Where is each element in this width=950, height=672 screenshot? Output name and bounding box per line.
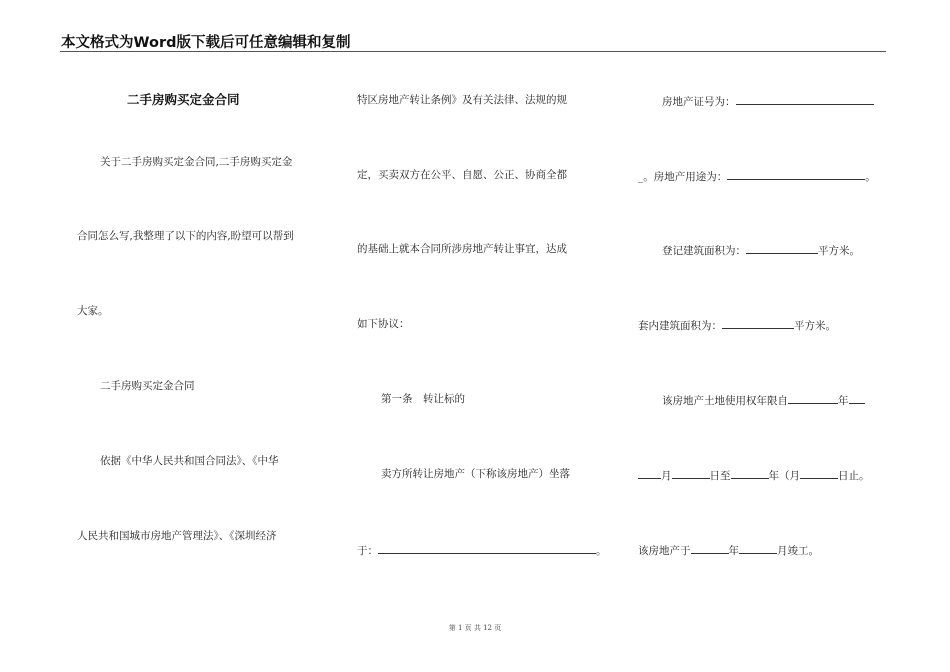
completion-month: 月竣工。	[777, 545, 819, 557]
col1-line-4: 二手房购买定金合同	[100, 380, 195, 392]
start-month: 月	[661, 470, 672, 482]
col1-line-6: 人民共和国城市房地产管理法》、《深圳经济	[77, 530, 277, 542]
start-month-blank	[638, 467, 661, 479]
col2-line-7	[357, 542, 607, 558]
col1-line-5: 依据《中华人民共和国合同法》、《中华	[100, 455, 279, 467]
col3-line-6	[638, 467, 870, 483]
col3-line-2	[638, 168, 876, 184]
col3-line-4	[638, 317, 836, 333]
header-divider	[60, 51, 886, 52]
completion-month-blank	[739, 542, 777, 554]
page-header: 本文格式为Word版下载后可任意编辑和复制	[61, 35, 351, 51]
land-term-year-blank	[788, 392, 838, 404]
completion-year-blank	[691, 542, 729, 554]
usage-blank	[727, 168, 865, 180]
col2-line-3: 的基础上就本合同所涉房地产转让事宜，达成	[357, 243, 567, 255]
completion-year: 年	[728, 545, 739, 557]
inner-area-label: 套内建筑面积为：	[638, 320, 722, 332]
usage-end: 。	[865, 171, 876, 183]
col2-line-7-end: 。	[596, 545, 607, 557]
col2-line-7-label: 于：	[357, 545, 378, 557]
col2-line-4: 如下协议：	[357, 318, 410, 330]
registered-area-unit: 平方米。	[818, 245, 860, 257]
certificate-blank	[736, 93, 874, 105]
location-blank	[378, 542, 596, 554]
registered-area-blank	[746, 242, 818, 254]
col3-line-7	[638, 542, 819, 558]
col1-line-1: 关于二手房购买定金合同,二手房购买定金	[100, 156, 293, 168]
col3-line-5	[662, 392, 865, 408]
land-term-year: 年	[838, 395, 849, 407]
col2-line-2: 定，买卖双方在公平、自愿、公正、协商全都	[357, 169, 567, 181]
land-term-trail-blank	[849, 392, 865, 404]
document-title: 二手房购买定金合同	[127, 92, 240, 107]
col1-line-2: 合同怎么写,我整理了以下的内容,盼望可以帮到	[77, 230, 294, 242]
end-day: 日止。	[838, 470, 870, 482]
col2-line-5: 第一条 转让标的	[381, 393, 465, 405]
registered-area-label: 登记建筑面积为：	[662, 245, 746, 257]
col3-line-1	[662, 93, 874, 109]
col2-line-1: 特区房地产转让条例》及有关法律、法规的规	[357, 94, 567, 106]
end-year: 年（月	[768, 470, 800, 482]
col3-line-3	[662, 242, 860, 258]
inner-area-unit: 平方米。	[794, 320, 836, 332]
certificate-label: 房地产证号为：	[662, 96, 736, 108]
land-term-label: 该房地产土地使用权年限自	[662, 395, 788, 407]
usage-label: _。房地产用途为：	[638, 171, 728, 183]
col2-line-6: 卖方所转让房地产（下称该房地产）坐落	[381, 468, 570, 480]
inner-area-blank	[722, 317, 794, 329]
end-year-blank	[731, 467, 769, 479]
start-day: 日至	[709, 470, 731, 482]
page-number: 第 1 页 共 12 页	[448, 624, 502, 632]
end-day-blank	[800, 467, 838, 479]
start-day-blank	[672, 467, 710, 479]
completion-label: 该房地产于	[638, 545, 691, 557]
col1-line-3: 大家。	[77, 305, 109, 317]
